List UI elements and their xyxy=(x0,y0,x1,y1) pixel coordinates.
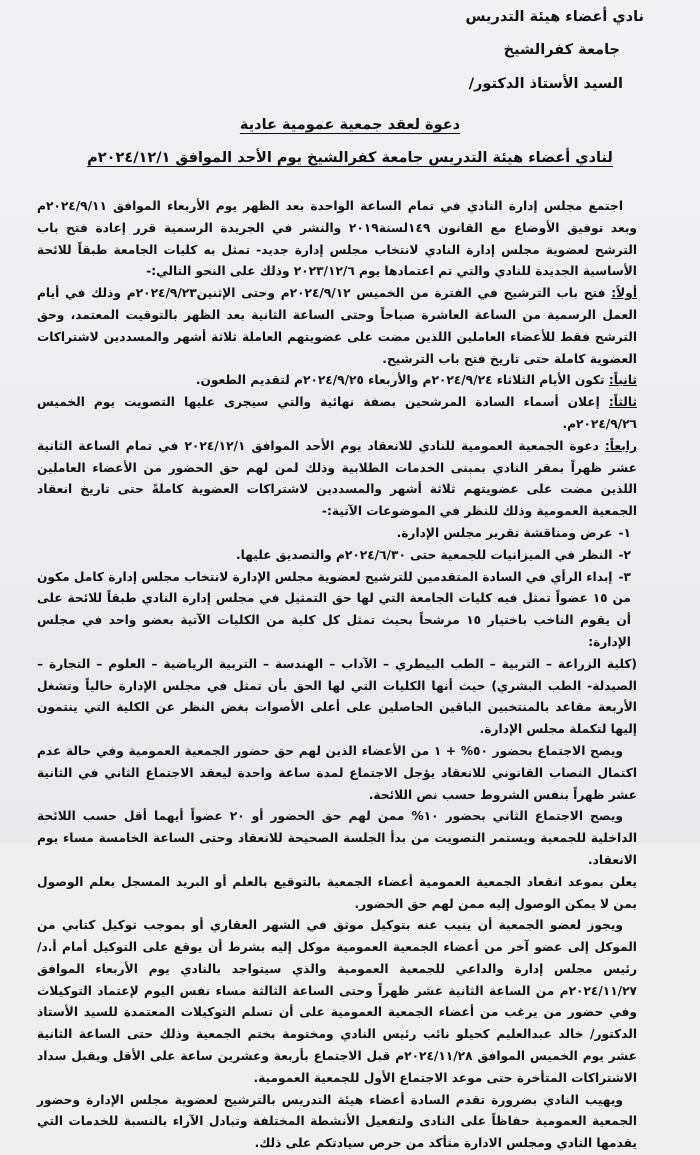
quorum-first-paragraph: ويصح الاجتماع بحضور ٥٠% + ١ من الأعضاء الذين لهم حق حضور الجمعية العمومية وفي حالة عدم اكتمال النصاب القانوني للانعقاد يؤجل الاجتماع لمدة ساعة واحدة ليعقد الاجتماع الثاني في الثانية عشر ظهراً بنفس الشروط حسب نص اللائحة. xyxy=(37,743,637,802)
item-third-label: ثالثاً: xyxy=(608,395,637,410)
item-second-label: ثانياً: xyxy=(608,373,637,388)
document-title: دعوة لعقد جمعية عمومية عادية xyxy=(239,117,461,133)
quorum-second-paragraph: ويصح الاجتماع الثاني بحضور ١٠% ممن لهم حق الحضور أو ٢٠ عضواً أيهما أقل حسب اللائحة الداخلية للجمعية ويستمر التصويت من بدأ الجلسة الصحيحة للانعقاد وحتى الساعة الخامسة مساء يوم الانعقاد. xyxy=(37,809,637,867)
item-third-text: إعلان أسماء السادة المرشحين بصفة نهائية والتي سيجرى عليها التصويت يوم الخميس ٢٠٢٤/٩/٢٦م. xyxy=(37,395,637,431)
faculties-paragraph: (كلية الزراعة – التربية – الطب البيطري – الآداب – الهندسة – التربية الرياضية – العلوم – التجارة – الصيدلة- الطب البشري) حيث أنها الكليات التي لها الحق بأن تمثل في مجلس الإدارة حالياً وتشغل الأربعة مقاعد بالمنتخبين الباقين الحاصلين على أعلى الأصوات بغض النظر عن الكلية التي ينتمون إليها لتكملة مجلس الإدارة. xyxy=(37,656,637,737)
item-second-text: تكون الأيام الثلاثاء ٢٠٢٤/٩/٢٤م والأربعاء ٢٠٢٤/٩/٢٥م لتقديم الطعون. xyxy=(195,373,609,388)
agenda-item xyxy=(37,523,637,545)
item-first-text: فتح باب الترشيح في الفترة من الخميس ٢٠٢٤/٩/١٢م وحتى الإثنين٢٠٢٤/٩/٢٣م وذلك في أيام العمل الرسمية من الساعة العاشرة صباحاً وحتى الساعة الثانية بعد الظهر بالتوقيت المعتمد، وحق الترشح فقط للأعضاء العاملين اللذين مضت على عضويتهم العاملة ثلاثة أشهر والمسددين لاشتراكات العضوية كاملة حتى تاريخ فتح باب الترشيح. xyxy=(37,286,637,366)
agenda-list xyxy=(37,523,637,654)
closing-paragraph: ويهيب النادي بضرورة تقدم السادة أعضاء هيئة التدريس بالترشيح لعضوية مجلس الإدارة وحضور الجمعية العمومية حفاظاً على النادى ولتفعيل الأنشطة المختلفة وتبادل الآراء بالنسبة للخدمات التي يقدمها النادي ومجلس الادارة متأكد من حرص سيادتكم على ذلك. xyxy=(37,1092,637,1151)
agenda-item-text: إبداء الرأي في السادة المتقدمين للترشيح لعضوية مجلس الإدارة لانتخاب مجلس إدارة كامل مكون من ١٥ عضواً تمثل فيه كليات الجامعة التي لها حق التمثيل في مجلس إدارة النادي طبقاً للائحة على أن يقوم الناخب باختيار ١٥ مرشحاً بحيث تمثل كل كلية من الكليات الآتية بعضو واحد في مجلس الإدارة: xyxy=(37,569,631,649)
university-name: جامعة كفرالشيخ xyxy=(503,42,620,58)
document-body xyxy=(37,196,637,1155)
item-fourth-label: رابعاً: xyxy=(604,438,637,453)
agenda-item-text: النظر في الميزانيات للجمعية حتى ٢٠٢٤/٦/٣٠م والتصديق عليها. xyxy=(236,547,613,562)
salutation: السيد الأستاذ الدكتور/ xyxy=(468,76,623,92)
item-first xyxy=(37,283,637,370)
notice-paragraph: يعلن بموعد انقعاد الجمعية العمومية أعضاء الجمعية بالتوقيع بالعلم أو البريد المسجل بعلم الوصول بمن لا يمكن الوصول إليه ممن لهم حق الحضور. xyxy=(37,874,637,911)
document-subtitle: لنادي أعضاء هيئة التدريس جامعة كفرالشيخ يوم الأحد الموافق ٢٠٢٤/١٢/١م xyxy=(87,150,613,166)
agenda-item-number: ٢- xyxy=(618,547,631,562)
agenda-item xyxy=(37,567,637,654)
item-fourth xyxy=(37,436,637,523)
item-third xyxy=(37,392,637,436)
intro-paragraph: اجتمع مجلس إدارة النادي في تمام الساعة الواحدة بعد الظهر يوم الأربعاء الموافق ٢٠٢٤/٩/١١م وبعد توفيق الأوضاع مع القانون ١٤٩لسنة٢٠١٩ والنشر في الجريدة الرسمية قرر إعادة فتح باب الترشح لعضوية مجلس إدارة النادي لانتخاب مجلس إدارة جديد- تمثل به كليات الجامعة طبقاً للائحة الأساسية الجديدة للنادي والتي تم اعتمادها يوم ٢٠٢٣/١٢/٦ وذلك على النحو التالي:- xyxy=(37,199,638,279)
club-name: نادي أعضاء هيئة التدريس xyxy=(465,9,644,25)
item-first-label: أولاً: xyxy=(611,286,637,301)
item-fourth-text: دعوة الجمعية العمومية للنادي للانعقاد يوم الأحد الموافق ٢٠٢٤/١٢/١ في تمام الساعة الثانية عشر ظهراً بمقر النادي بمبنى الخدمات الطلابية وذلك لمن لهم حق الحضور من الأعضاء العاملين اللذين مضت على عضويتهم ثلاثة أشهر والمسددين لاشتراكات العضوية كاملةً حتى تاريخ انعقاد الجمعية العمومية وذلك للنظر في الموضوعات الآتية:- xyxy=(37,438,637,519)
agenda-item-number: ١- xyxy=(618,525,631,540)
agenda-item-text: عرض ومناقشة تقرير مجلس الإدارة. xyxy=(396,525,613,540)
item-second xyxy=(37,370,637,392)
agenda-item xyxy=(37,545,637,567)
proxy-paragraph: ويجوز لعضو الجمعية أن ينيب عنه بتوكيل موثق في الشهر العقاري أو بموجب توكيل كتابي من الموكل إلى عضو آخر من أعضاء الجمعية العمومية موكل إليه بشرط أن يوقع على التوكيل أمام أ.د/ رئيس مجلس إدارة والداعي للجمعية العمومية والذي سيتواجد بالنادي يوم الأربعاء الموافق ٢٠٢٤/١١/٢٧م من الساعة الثانية عشر ظهراً وحتى الساعة الثالثة مساء نفس اليوم لإعتماد التوكيلات وفي حضور من يرغب من أعضاء الجمعية العمومية على أن تسلم التوكيلات المعتمدة للسيد الأستاذ الدكتور/ خالد عبدالعليم كحيلو نائب رئيس النادي ومختومة بختم الجمعية وذلك حتى الساعة الثانية عشر يوم الخميس الموافق ٢٠٢٤/١١/٢٨م قبل الاجتماع بأربعة وعشرين ساعة على الأقل ويقبل سداد الاشتراكات المتأخرة حتى موعد الاجتماع الأول للجمعية العمومية. xyxy=(37,918,637,1085)
agenda-item-number: ٣- xyxy=(618,569,631,584)
